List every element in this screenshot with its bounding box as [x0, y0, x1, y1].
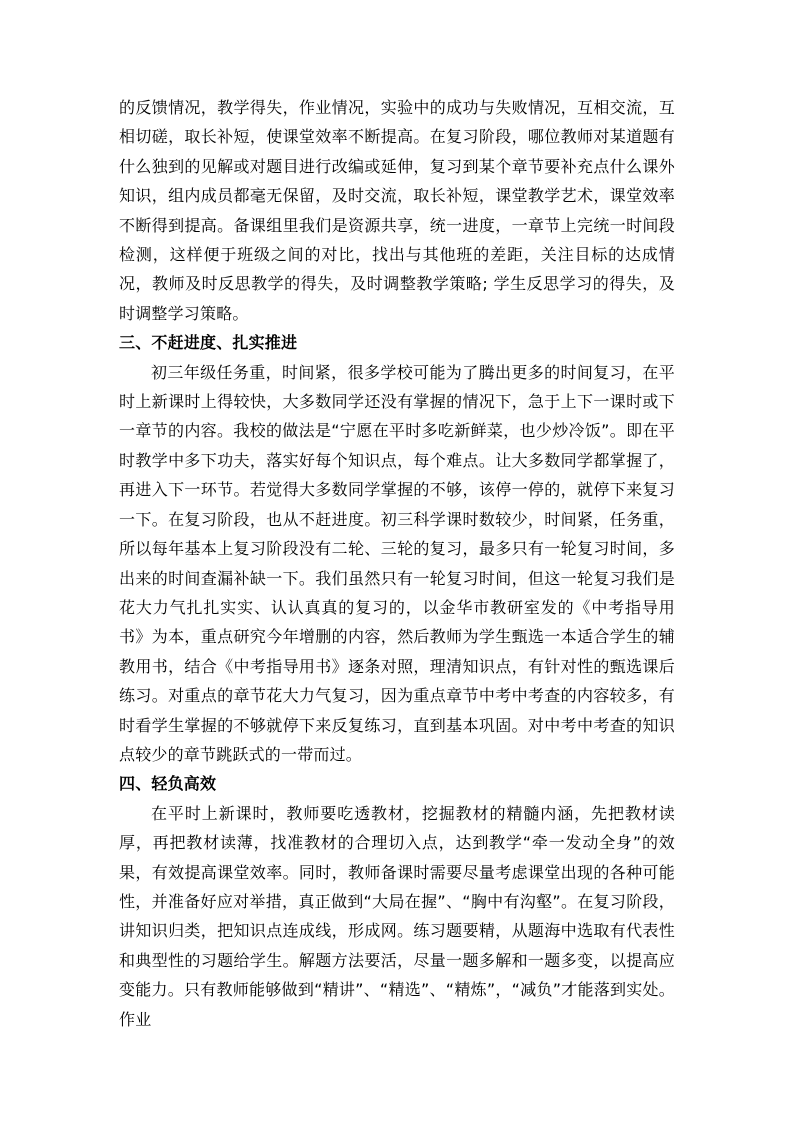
- document-body: [119, 93, 675, 1034]
- paragraph-light-burden: 在平时上新课时，教师要吃透教材，挖掘教材的精髓内涵，先把教材读厚，再把教材读薄，找准教材的合理切入点，达到教学“牵一发动全身”的效果，有效提高课堂效率。同时，教师备课时需要尽量考虑课堂出现的各种可能性，并准备好应对举措，真正做到“大局在握”、“胸中有沟壑”。在复习阶段，讲知识归类，把知识点连成线，形成网。练习题要精，从题海中选取有代表性和典型性的习题给学生。解题方法要活，尽量一题多解和一题多变，以提高应变能力。只有教师能够做到“精讲”、“精选”、“精炼”，“减负”才能落到实处。作业: [119, 803, 675, 1029]
- paragraph-steady-progress: 初三年级任务重，时间紧，很多学校可能为了腾出更多的时间复习，在平时上新课时上得较快，大多数同学还没有掌握的情况下，急于上下一课时或下一章节的内容。我校的做法是“宁愿在平时多吃新鲜菜，也少炒冷饭”。即在平时教学中多下功夫，落实好每个知识点，每个难点。让大多数同学都掌握了，再进入下一环节。若觉得大多数同学掌握的不够，该停一停的，就停下来复习一下。在复习阶段，也从不赶进度。初三科学课时数较少，时间紧，任务重，所以每年基本上复习阶段没有二轮、三轮的复习，最多只有一轮复习时间，多出来的时间查漏补缺一下。我们虽然只有一轮复习时间，但这一轮复习我们是花大力气扎扎实实、认认真真的复习的，以金华市教研室发的《中考指导用书》为本，重点研究今年增删的内容，然后教师为学生甄选一本适合学生的辅教用书，结合《中考指导用书》逐条对照，理清知识点，有针对性的甄选课后练习。对重点的章节花大力气复习，因为重点章节中考中考查的内容较多，有时看学生掌握的不够就停下来反复练习，直到基本巩固。对中考中考查的知识点较少的章节跳跃式的一带而过。: [119, 362, 675, 764]
- section-heading-3: 三、不赶进度、扎实推进: [119, 333, 298, 353]
- paragraph-feedback: 的反馈情况，教学得失，作业情况，实验中的成功与失败情况，互相交流，互相切磋，取长补短，使课堂效率不断提高。在复习阶段，哪位教师对某道题有什么独到的见解或对题目进行改编或延伸，复习到某个章节要补充点什么课外知识，组内成员都毫无保留，及时交流，取长补短，课堂教学艺术，课堂效率 不断得到提高。备课组里我们是资源共享，统一进度，一章节上完统一时间段检测，这样便于班级之间的对比，找出与其他班的差距，关注目标的达成情况，教师及时反思教学的得失，及时调整教学策略; 学生反思学习的得失，及时调整学习策略。: [119, 98, 675, 323]
- section-heading-4: 四、轻负高效: [119, 774, 217, 794]
